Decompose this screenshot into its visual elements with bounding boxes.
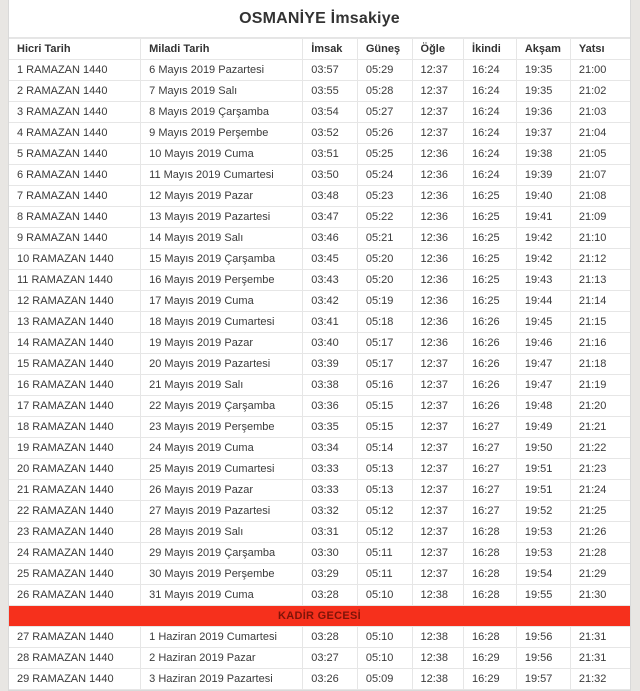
table-cell: 29 Mayıs 2019 Çarşamba (141, 543, 303, 564)
table-cell: 12:37 (412, 459, 464, 480)
table-cell: 16:27 (464, 501, 517, 522)
table-cell: 19:50 (516, 438, 570, 459)
table-cell: 16:25 (464, 249, 517, 270)
table-cell: 21:16 (570, 333, 630, 354)
table-cell: 16:29 (464, 669, 517, 690)
table-cell: 19:39 (516, 165, 570, 186)
table-cell: 19:37 (516, 123, 570, 144)
table-cell: 19:44 (516, 291, 570, 312)
table-row (9, 459, 630, 480)
table-cell: 03:28 (303, 585, 358, 606)
table-cell: 03:54 (303, 102, 358, 123)
table-cell: 05:13 (357, 459, 412, 480)
table-cell: 19:49 (516, 417, 570, 438)
table-cell: 29 RAMAZAN 1440 (9, 669, 141, 690)
table-cell: 2 Haziran 2019 Pazar (141, 648, 303, 669)
table-body (9, 60, 630, 690)
table-cell: 03:28 (303, 627, 358, 648)
table-cell: 25 Mayıs 2019 Cumartesi (141, 459, 303, 480)
table-cell: 10 RAMAZAN 1440 (9, 249, 141, 270)
table-cell: 16:26 (464, 375, 517, 396)
table-cell: 19:52 (516, 501, 570, 522)
table-cell: 16:27 (464, 417, 517, 438)
table-row (9, 165, 630, 186)
table-cell: 21:18 (570, 354, 630, 375)
table-cell: 16:26 (464, 312, 517, 333)
table-cell: 22 RAMAZAN 1440 (9, 501, 141, 522)
table-cell: 12:36 (412, 291, 464, 312)
table-cell: 12:37 (412, 417, 464, 438)
table-cell: 05:10 (357, 627, 412, 648)
table-cell: 03:27 (303, 648, 358, 669)
table-cell: 8 RAMAZAN 1440 (9, 207, 141, 228)
table-cell: 21:29 (570, 564, 630, 585)
table-cell: 16:24 (464, 144, 517, 165)
table-cell: 16:27 (464, 438, 517, 459)
table-cell: 03:51 (303, 144, 358, 165)
table-cell: 05:10 (357, 648, 412, 669)
table-cell: 16:28 (464, 543, 517, 564)
table-cell: 16:28 (464, 627, 517, 648)
column-header: İkindi (464, 39, 517, 60)
table-cell: 05:13 (357, 480, 412, 501)
table-cell: 03:31 (303, 522, 358, 543)
table-cell: 16 Mayıs 2019 Perşembe (141, 270, 303, 291)
table-cell: 12:37 (412, 396, 464, 417)
table-cell: 12:36 (412, 228, 464, 249)
kadir-gecesi-label: KADİR GECESİ (9, 606, 630, 627)
title-bar (9, 0, 630, 38)
column-header: Öğle (412, 39, 464, 60)
table-cell: 05:17 (357, 354, 412, 375)
table-cell: 12:37 (412, 102, 464, 123)
column-header: Yatsı (570, 39, 630, 60)
table-cell: 12:38 (412, 585, 464, 606)
table-cell: 11 RAMAZAN 1440 (9, 270, 141, 291)
table-cell: 05:15 (357, 417, 412, 438)
table-cell: 19:53 (516, 543, 570, 564)
table-cell: 21:05 (570, 144, 630, 165)
table-cell: 2 RAMAZAN 1440 (9, 81, 141, 102)
table-cell: 19:40 (516, 186, 570, 207)
table-cell: 03:33 (303, 480, 358, 501)
table-row (9, 501, 630, 522)
table-cell: 03:26 (303, 669, 358, 690)
table-cell: 05:16 (357, 375, 412, 396)
table-row (9, 627, 630, 648)
table-cell: 03:42 (303, 291, 358, 312)
table-cell: 05:18 (357, 312, 412, 333)
table-cell: 20 RAMAZAN 1440 (9, 459, 141, 480)
table-cell: 21:28 (570, 543, 630, 564)
table-cell: 6 Mayıs 2019 Pazartesi (141, 60, 303, 81)
table-cell: 21 RAMAZAN 1440 (9, 480, 141, 501)
imsakiye-table (9, 38, 630, 690)
table-cell: 21:07 (570, 165, 630, 186)
table-cell: 21:21 (570, 417, 630, 438)
table-cell: 05:12 (357, 522, 412, 543)
table-cell: 26 Mayıs 2019 Pazar (141, 480, 303, 501)
table-row (9, 291, 630, 312)
table-cell: 05:12 (357, 501, 412, 522)
table-row (9, 480, 630, 501)
table-cell: 19:35 (516, 81, 570, 102)
table-cell: 17 Mayıs 2019 Cuma (141, 291, 303, 312)
table-row (9, 648, 630, 669)
table-cell: 16:25 (464, 270, 517, 291)
table-cell: 16:25 (464, 186, 517, 207)
table-cell: 12:36 (412, 270, 464, 291)
table-cell: 19:57 (516, 669, 570, 690)
table-cell: 12:38 (412, 648, 464, 669)
table-row (9, 270, 630, 291)
table-cell: 12:37 (412, 123, 464, 144)
table-cell: 7 RAMAZAN 1440 (9, 186, 141, 207)
table-cell: 03:50 (303, 165, 358, 186)
table-row (9, 669, 630, 690)
table-cell: 18 Mayıs 2019 Cumartesi (141, 312, 303, 333)
table-cell: 19:41 (516, 207, 570, 228)
table-cell: 03:57 (303, 60, 358, 81)
table-cell: 03:48 (303, 186, 358, 207)
table-cell: 16:24 (464, 81, 517, 102)
table-cell: 13 Mayıs 2019 Pazartesi (141, 207, 303, 228)
table-cell: 19:45 (516, 312, 570, 333)
table-cell: 05:21 (357, 228, 412, 249)
table-cell: 21:14 (570, 291, 630, 312)
table-cell: 15 RAMAZAN 1440 (9, 354, 141, 375)
table-row (9, 207, 630, 228)
table-cell: 05:27 (357, 102, 412, 123)
table-cell: 14 Mayıs 2019 Salı (141, 228, 303, 249)
column-header: Güneş (357, 39, 412, 60)
table-cell: 13 RAMAZAN 1440 (9, 312, 141, 333)
table-cell: 21:19 (570, 375, 630, 396)
table-cell: 19:51 (516, 480, 570, 501)
table-cell: 16:24 (464, 60, 517, 81)
table-cell: 12:36 (412, 186, 464, 207)
table-cell: 12:37 (412, 480, 464, 501)
table-cell: 19:56 (516, 648, 570, 669)
table-cell: 03:41 (303, 312, 358, 333)
table-cell: 28 RAMAZAN 1440 (9, 648, 141, 669)
table-cell: 05:20 (357, 270, 412, 291)
table-cell: 05:26 (357, 123, 412, 144)
table-row (9, 81, 630, 102)
table-cell: 19:48 (516, 396, 570, 417)
table-cell: 31 Mayıs 2019 Cuma (141, 585, 303, 606)
table-cell: 05:09 (357, 669, 412, 690)
table-cell: 26 RAMAZAN 1440 (9, 585, 141, 606)
table-cell: 05:14 (357, 438, 412, 459)
table-cell: 05:28 (357, 81, 412, 102)
table-cell: 21:30 (570, 585, 630, 606)
table-cell: 19:54 (516, 564, 570, 585)
table-row (9, 564, 630, 585)
table-cell: 27 RAMAZAN 1440 (9, 627, 141, 648)
table-cell: 12:37 (412, 438, 464, 459)
table-cell: 05:23 (357, 186, 412, 207)
table-cell: 12:37 (412, 543, 464, 564)
table-cell: 12:37 (412, 81, 464, 102)
table-cell: 12:36 (412, 249, 464, 270)
table-row (9, 396, 630, 417)
table-cell: 03:52 (303, 123, 358, 144)
table-row (9, 60, 630, 81)
table-row (9, 333, 630, 354)
table-cell: 19:42 (516, 249, 570, 270)
table-cell: 21:13 (570, 270, 630, 291)
table-cell: 21:31 (570, 648, 630, 669)
table-cell: 12:36 (412, 165, 464, 186)
table-cell: 19:55 (516, 585, 570, 606)
page-title: OSMANİYE İmsakiye (239, 10, 400, 27)
table-cell: 03:35 (303, 417, 358, 438)
table-cell: 4 RAMAZAN 1440 (9, 123, 141, 144)
table-cell: 12:36 (412, 312, 464, 333)
table-cell: 21:15 (570, 312, 630, 333)
table-cell: 21 Mayıs 2019 Salı (141, 375, 303, 396)
table-cell: 5 RAMAZAN 1440 (9, 144, 141, 165)
imsakiye-panel (8, 0, 631, 691)
table-row (9, 375, 630, 396)
table-cell: 12 Mayıs 2019 Pazar (141, 186, 303, 207)
table-cell: 19:47 (516, 375, 570, 396)
table-cell: 03:29 (303, 564, 358, 585)
table-cell: 21:04 (570, 123, 630, 144)
table-cell: 21:26 (570, 522, 630, 543)
kadir-gecesi-banner (9, 606, 630, 627)
table-row (9, 186, 630, 207)
table-cell: 21:20 (570, 396, 630, 417)
table-cell: 3 RAMAZAN 1440 (9, 102, 141, 123)
table-cell: 03:36 (303, 396, 358, 417)
table-row (9, 102, 630, 123)
table-cell: 20 Mayıs 2019 Pazartesi (141, 354, 303, 375)
table-cell: 18 RAMAZAN 1440 (9, 417, 141, 438)
table-cell: 8 Mayıs 2019 Çarşamba (141, 102, 303, 123)
table-cell: 12:38 (412, 627, 464, 648)
table-cell: 21:12 (570, 249, 630, 270)
table-cell: 9 RAMAZAN 1440 (9, 228, 141, 249)
table-cell: 1 Haziran 2019 Cumartesi (141, 627, 303, 648)
table-cell: 19:42 (516, 228, 570, 249)
column-header: Miladi Tarih (141, 39, 303, 60)
table-cell: 05:29 (357, 60, 412, 81)
table-cell: 15 Mayıs 2019 Çarşamba (141, 249, 303, 270)
table-cell: 19:51 (516, 459, 570, 480)
table-row (9, 228, 630, 249)
table-cell: 12:37 (412, 564, 464, 585)
table-cell: 16:26 (464, 396, 517, 417)
table-cell: 03:47 (303, 207, 358, 228)
table-cell: 11 Mayıs 2019 Cumartesi (141, 165, 303, 186)
table-cell: 16 RAMAZAN 1440 (9, 375, 141, 396)
table-cell: 21:00 (570, 60, 630, 81)
column-header: Hicri Tarih (9, 39, 141, 60)
table-cell: 12:37 (412, 60, 464, 81)
table-cell: 16:25 (464, 207, 517, 228)
table-cell: 1 RAMAZAN 1440 (9, 60, 141, 81)
table-cell: 05:24 (357, 165, 412, 186)
table-cell: 21:32 (570, 669, 630, 690)
table-cell: 27 Mayıs 2019 Pazartesi (141, 501, 303, 522)
table-cell: 22 Mayıs 2019 Çarşamba (141, 396, 303, 417)
table-cell: 12:36 (412, 333, 464, 354)
table-row (9, 144, 630, 165)
table-cell: 05:11 (357, 543, 412, 564)
table-cell: 14 RAMAZAN 1440 (9, 333, 141, 354)
table-cell: 21:22 (570, 438, 630, 459)
table-cell: 19:46 (516, 333, 570, 354)
table-cell: 9 Mayıs 2019 Perşembe (141, 123, 303, 144)
table-cell: 24 Mayıs 2019 Cuma (141, 438, 303, 459)
table-cell: 03:30 (303, 543, 358, 564)
table-cell: 16:26 (464, 333, 517, 354)
table-cell: 21:31 (570, 627, 630, 648)
table-cell: 19:47 (516, 354, 570, 375)
table-cell: 19 RAMAZAN 1440 (9, 438, 141, 459)
table-cell: 19:36 (516, 102, 570, 123)
table-cell: 12:37 (412, 354, 464, 375)
table-row (9, 249, 630, 270)
table-cell: 03:38 (303, 375, 358, 396)
table-cell: 12:37 (412, 501, 464, 522)
header-row (9, 39, 630, 60)
table-cell: 03:40 (303, 333, 358, 354)
table-cell: 16:28 (464, 564, 517, 585)
table-cell: 6 RAMAZAN 1440 (9, 165, 141, 186)
table-cell: 21:09 (570, 207, 630, 228)
table-cell: 30 Mayıs 2019 Perşembe (141, 564, 303, 585)
table-cell: 25 RAMAZAN 1440 (9, 564, 141, 585)
table-cell: 19:43 (516, 270, 570, 291)
table-cell: 16:27 (464, 480, 517, 501)
table-cell: 05:11 (357, 564, 412, 585)
table-cell: 05:20 (357, 249, 412, 270)
table-cell: 16:28 (464, 585, 517, 606)
table-cell: 16:28 (464, 522, 517, 543)
column-header: Akşam (516, 39, 570, 60)
table-cell: 16:24 (464, 165, 517, 186)
table-cell: 03:33 (303, 459, 358, 480)
table-cell: 19 Mayıs 2019 Pazar (141, 333, 303, 354)
table-cell: 17 RAMAZAN 1440 (9, 396, 141, 417)
table-cell: 23 Mayıs 2019 Perşembe (141, 417, 303, 438)
table-row (9, 417, 630, 438)
table-cell: 12:36 (412, 144, 464, 165)
table-cell: 05:10 (357, 585, 412, 606)
table-row (9, 585, 630, 606)
table-cell: 03:55 (303, 81, 358, 102)
table-cell: 23 RAMAZAN 1440 (9, 522, 141, 543)
table-cell: 16:29 (464, 648, 517, 669)
table-cell: 19:35 (516, 60, 570, 81)
table-cell: 05:22 (357, 207, 412, 228)
table-cell: 21:10 (570, 228, 630, 249)
column-header: İmsak (303, 39, 358, 60)
table-cell: 3 Haziran 2019 Pazartesi (141, 669, 303, 690)
table-cell: 16:24 (464, 102, 517, 123)
table-cell: 12:38 (412, 669, 464, 690)
table-row (9, 312, 630, 333)
table-cell: 16:27 (464, 459, 517, 480)
table-cell: 16:26 (464, 354, 517, 375)
table-cell: 12:37 (412, 522, 464, 543)
table-cell: 03:34 (303, 438, 358, 459)
table-cell: 05:15 (357, 396, 412, 417)
table-cell: 05:17 (357, 333, 412, 354)
table-cell: 05:19 (357, 291, 412, 312)
table-cell: 10 Mayıs 2019 Cuma (141, 144, 303, 165)
table-cell: 03:43 (303, 270, 358, 291)
table-row (9, 123, 630, 144)
table-cell: 16:25 (464, 291, 517, 312)
table-cell: 21:08 (570, 186, 630, 207)
table-cell: 12:36 (412, 207, 464, 228)
table-cell: 21:23 (570, 459, 630, 480)
table-cell: 19:38 (516, 144, 570, 165)
table-cell: 21:03 (570, 102, 630, 123)
table-row (9, 354, 630, 375)
table-cell: 03:45 (303, 249, 358, 270)
table-cell: 03:39 (303, 354, 358, 375)
table-cell: 21:24 (570, 480, 630, 501)
table-cell: 19:53 (516, 522, 570, 543)
table-cell: 16:25 (464, 228, 517, 249)
table-cell: 24 RAMAZAN 1440 (9, 543, 141, 564)
table-row (9, 522, 630, 543)
table-cell: 05:25 (357, 144, 412, 165)
table-cell: 21:25 (570, 501, 630, 522)
table-cell: 7 Mayıs 2019 Salı (141, 81, 303, 102)
table-cell: 21:02 (570, 81, 630, 102)
table-cell: 28 Mayıs 2019 Salı (141, 522, 303, 543)
table-cell: 03:46 (303, 228, 358, 249)
table-cell: 03:32 (303, 501, 358, 522)
table-cell: 19:56 (516, 627, 570, 648)
table-row (9, 543, 630, 564)
table-cell: 16:24 (464, 123, 517, 144)
table-row (9, 438, 630, 459)
table-cell: 12:37 (412, 375, 464, 396)
table-cell: 12 RAMAZAN 1440 (9, 291, 141, 312)
